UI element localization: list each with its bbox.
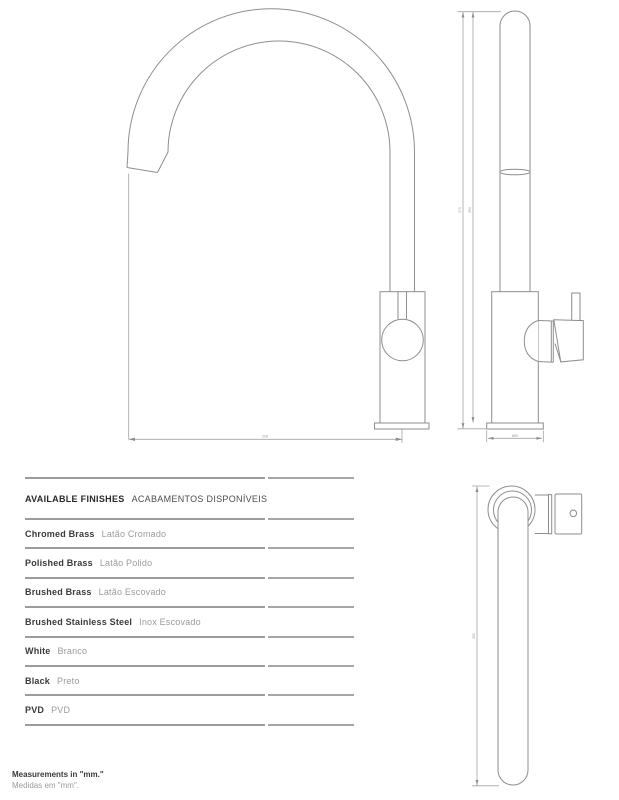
finish-name-pt: Inox Escovado <box>139 616 201 627</box>
spout-tip <box>127 168 158 173</box>
top-length-dimension-label: 300 <box>472 633 477 639</box>
finishes-title-en: AVAILABLE FINISHES <box>25 493 125 504</box>
finish-name-pt: Preto <box>57 675 80 686</box>
finish-name-pt: Latão Escovado <box>98 587 166 598</box>
finish-name-en: Chromed Brass <box>25 528 95 539</box>
finish-row-brushed-brass <box>25 579 354 606</box>
finish-row-brushed-stainless-steel <box>25 608 354 635</box>
finish-name-en: Brushed Brass <box>25 587 92 598</box>
finish-name-en: White <box>25 646 51 657</box>
side-view-drawing <box>458 11 584 442</box>
finish-name-pt: Latão Cromado <box>101 528 167 539</box>
measurements-note-en: Measurements in "mm." <box>12 770 104 779</box>
measurements-note-pt: Medidas em "mm". <box>12 781 80 790</box>
base-flange-side <box>487 423 544 429</box>
finish-name-pt: Branco <box>57 646 88 657</box>
side-height-dimension-label-a: 370 <box>457 207 462 213</box>
handle-block-side <box>554 320 584 362</box>
measurements-note <box>12 769 104 791</box>
handle-strip-top <box>549 495 552 534</box>
finish-name-en: Polished Brass <box>25 558 93 569</box>
handle-block-top <box>555 494 582 534</box>
finish-name-en: Black <box>25 675 51 686</box>
handle-lever-rod <box>572 293 580 321</box>
base-flange-front <box>375 423 430 429</box>
spout-joint-ellipse <box>500 169 530 175</box>
front-reach-dimension-label: 208 <box>262 434 268 439</box>
mixer-knob-circle <box>382 319 424 361</box>
finish-row-pvd <box>25 696 354 723</box>
spout-capsule-top <box>498 497 528 785</box>
finish-name-en: PVD <box>25 705 45 716</box>
finish-name-pt: Latão Polido <box>99 558 153 569</box>
finish-row-polished-brass <box>25 549 354 576</box>
handle-connector-top <box>535 495 549 534</box>
top-view-drawing <box>472 486 582 786</box>
top-dimension <box>472 486 499 786</box>
side-height-dimension-label-b: 350 <box>467 207 472 213</box>
riser-capsule <box>500 11 530 292</box>
spout-inner-arc <box>158 41 391 292</box>
finish-row-black <box>25 667 354 694</box>
finish-row-white <box>25 638 354 665</box>
finish-name-pt: PVD <box>51 705 71 716</box>
front-view-drawing <box>127 9 429 443</box>
finishes-header <box>25 479 354 518</box>
table-rule <box>25 724 354 726</box>
finishes-title-pt: ACABAMENTOS DISPONÍVEIS <box>131 493 268 504</box>
finish-row-chromed-brass <box>25 520 354 547</box>
finish-name-en: Brushed Stainless Steel <box>25 616 133 627</box>
available-finishes-table <box>25 477 354 726</box>
spout-outer-arc <box>127 9 415 292</box>
cartridge-lines <box>398 292 407 319</box>
base-width-dimension-label: Ø50 <box>511 433 519 438</box>
front-dimension <box>129 174 402 444</box>
